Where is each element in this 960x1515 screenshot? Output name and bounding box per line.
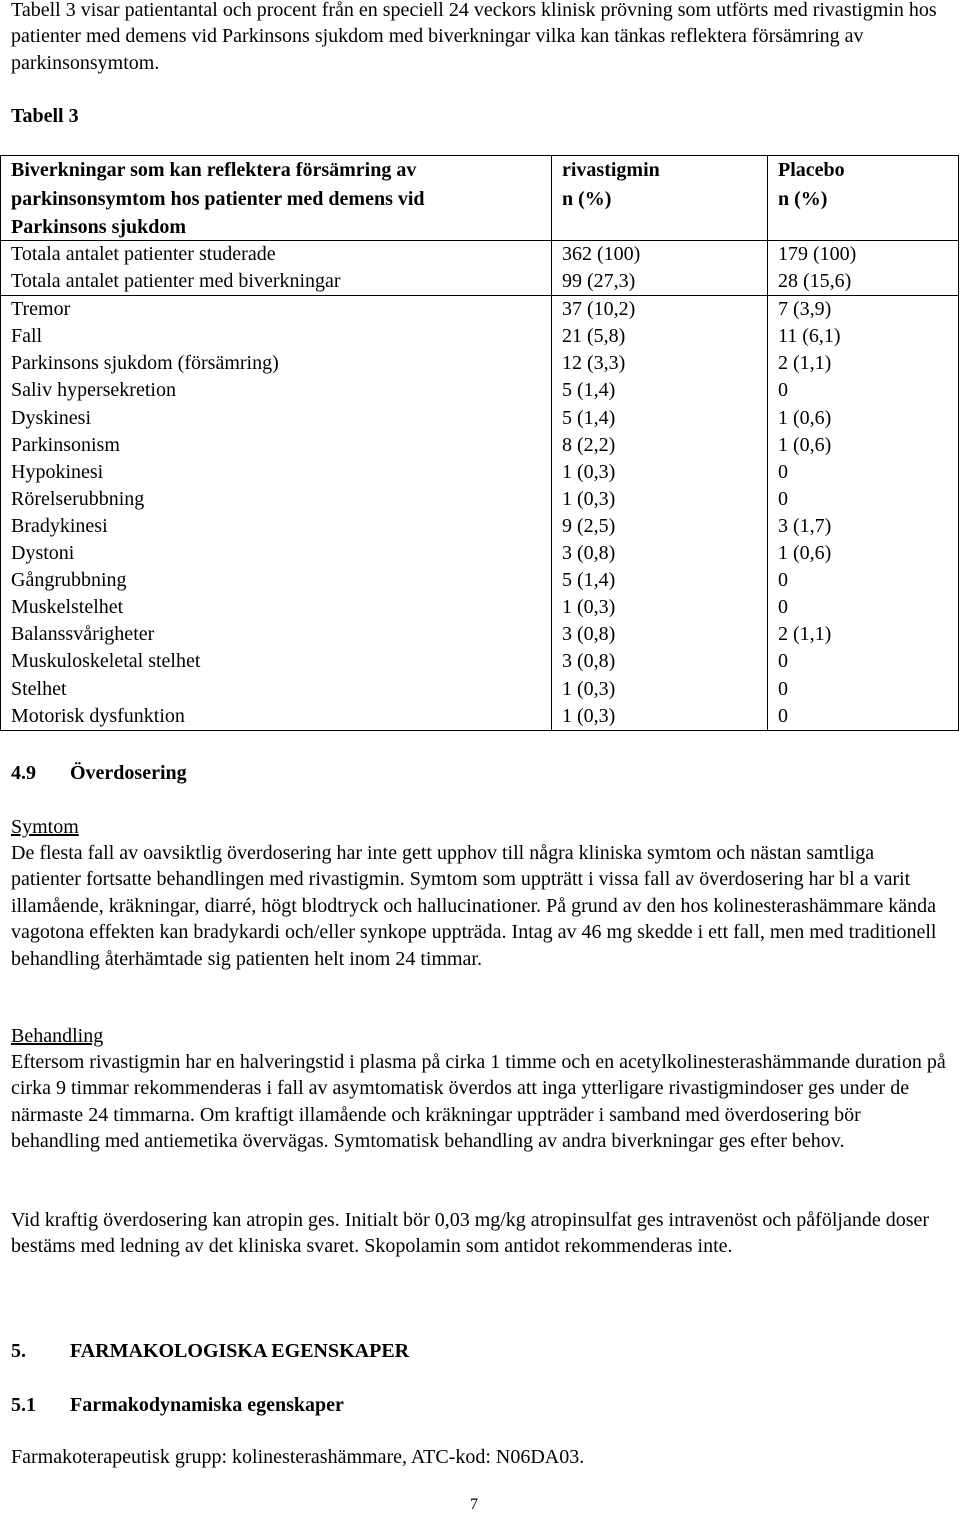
table-cell-line: 362 (100) — [562, 243, 641, 265]
totals-rivastigmin-cell — [552, 241, 768, 296]
table-cell-line: 5 (1,4) — [562, 569, 616, 592]
table-cell-line: Fall — [11, 325, 43, 348]
table-cell-line: 1 (0,3) — [562, 704, 616, 727]
table-cell-line: Muskelstelhet — [11, 596, 124, 619]
table-cell-line: Parkinsonism — [11, 433, 120, 456]
section-number: 5. — [11, 1340, 26, 1362]
table-cell-line: 1 (0,3) — [562, 460, 616, 483]
table-cell-line: 1 (0,6) — [778, 433, 832, 456]
table-cell-line: 179 (100) — [778, 243, 857, 265]
table-cell-line: 37 (10,2) — [562, 298, 636, 321]
table-cell-line: 11 (6,1) — [778, 325, 841, 348]
table-totals-row — [1, 241, 959, 296]
section-5-1-heading — [11, 1393, 344, 1417]
totals-labels-cell — [1, 241, 552, 296]
table-cell-line: 2 (1,1) — [778, 352, 832, 375]
table-cell-line: Muskuloskeletal stelhet — [11, 650, 201, 673]
table-cell-line: 21 (5,8) — [562, 325, 626, 348]
table-cell-line: 3 (0,8) — [562, 623, 616, 646]
table-cell-line: 3 (1,7) — [778, 514, 832, 537]
section-number: 5.1 — [11, 1394, 36, 1416]
table-cell-line: Dystoni — [11, 542, 75, 565]
table-cell-line: 3 (0,8) — [562, 650, 616, 673]
table-cell-line: Bradykinesi — [11, 514, 108, 537]
header-cell-adverse-events — [1, 156, 552, 241]
table-cell-line: 12 (3,3) — [562, 352, 626, 375]
table-cell-line: 28 (15,6) — [778, 270, 852, 293]
table-cell-line: Totala antalet patienter studerade — [11, 243, 276, 265]
totals-placebo-cell — [768, 241, 959, 296]
table-cell-line: 1 (0,3) — [562, 596, 616, 619]
intro-paragraph: Tabell 3 visar patientantal och procent från en speciell 24 veckors klinisk prövning som utförts med rivastigmin hos patienter med demens vid Parkinsons sjukdom med biverkningar vilka kan tänkas reflektera försämring av parkinsonsymtom. — [11, 0, 937, 74]
table-cell-line: 0 — [778, 650, 788, 673]
pharmacotherapeutic-group: Farmakoterapeutisk grupp: kolinesterashämmare, ATC-kod: N06DA03. — [11, 1446, 585, 1468]
header-line: n (%) — [562, 188, 612, 210]
table-cell-line: Parkinsons sjukdom (försämring) — [11, 352, 279, 375]
table-title: Tabell 3 — [11, 105, 79, 127]
symtom-heading: Symtom — [11, 816, 79, 838]
section-title: Överdosering — [70, 762, 187, 784]
table-cell-line: Tremor — [11, 298, 71, 321]
table-cell-line: Totala antalet patienter med biverkningar — [11, 270, 341, 293]
table-cell-line: 0 — [778, 487, 788, 510]
behandling-heading: Behandling — [11, 1025, 104, 1047]
behandling-paragraph: Eftersom rivastigmin har en halveringstid i plasma på cirka 1 timme och en acetylkolinesterashämmande duration på cirka 9 timmar rekommenderas i fall av asymtomatisk överdos att inga ytterligare rivastigmindoser ges under de närmaste 24 timmarna. Om kraftigt illamående och kräkningar uppträder i samband med överdosering bör behandling med antiemetika övervägas. Symtomatisk behandling av andra biverkningar ges efter behov. — [11, 1051, 946, 1153]
table-cell-line: 7 (3,9) — [778, 298, 832, 321]
table-cell-line: 2 (1,1) — [778, 623, 832, 646]
header-cell-rivastigmin — [552, 156, 768, 241]
table-cell-line: 0 — [778, 704, 788, 727]
section-4-9-heading — [11, 761, 187, 785]
table-cell-line: 1 (0,3) — [562, 677, 616, 700]
header-line: parkinsonsymtom hos patienter med demens vid — [11, 188, 425, 210]
section-5-heading — [11, 1339, 409, 1363]
table-cell-line: Saliv hypersekretion — [11, 379, 176, 402]
adverse-events-table — [0, 155, 959, 731]
table-cell-line: 5 (1,4) — [562, 379, 616, 402]
header-line: Parkinsons sjukdom — [11, 216, 187, 238]
header-line: n (%) — [778, 188, 828, 210]
table-cell-line: 1 (0,3) — [562, 487, 616, 510]
table-cell-line: Dyskinesi — [11, 406, 91, 429]
table-cell-line: Stelhet — [11, 677, 67, 700]
header-line: Placebo — [778, 159, 845, 181]
table-cell-line: 0 — [778, 596, 788, 619]
section-title: Farmakodynamiska egenskaper — [70, 1394, 344, 1416]
table-cell-line: 5 (1,4) — [562, 406, 616, 429]
table-cell-line: 0 — [778, 677, 788, 700]
header-line: rivastigmin — [562, 159, 660, 181]
table-cell-line: Motorisk dysfunktion — [11, 704, 185, 727]
table-cell-line: 3 (0,8) — [562, 542, 616, 565]
table-cell-line: Rörelserubbning — [11, 487, 145, 510]
table-cell-line: 99 (27,3) — [562, 270, 636, 293]
section-title: FARMAKOLOGISKA EGENSKAPER — [70, 1340, 410, 1362]
table-cell-line: 0 — [778, 569, 788, 592]
header-line: Biverkningar som kan reflektera försämring av — [11, 159, 417, 181]
table-cell-line: Balanssvårigheter — [11, 623, 155, 646]
table-cell-line: Hypokinesi — [11, 460, 104, 483]
table-cell-line: 8 (2,2) — [562, 433, 616, 456]
symtom-paragraph: De flesta fall av oavsiktlig överdosering har inte gett upphov till några kliniska symtom och nästan samtliga patienter fortsatte behandlingen med rivastigmin. Symtom som uppträtt i vissa fall av överdosering har bl a varit illamående, kräkningar, diarré, högt blodtryck och hallucinationer. På grund av den hos kolinesterashämmare kända vagotona effekten kan bradykardi och/eller synkope uppträda. Intag av 46 mg skedde i ett fall, men med traditionell behandling återhämtade sig patienten helt inom 24 timmar. — [11, 842, 937, 970]
table-cell-line: 0 — [778, 460, 788, 483]
table-cell-line: 9 (2,5) — [562, 514, 616, 537]
section-number: 4.9 — [11, 762, 36, 784]
table-cell-line: Gångrubbning — [11, 569, 127, 592]
table-header-row — [1, 156, 959, 241]
header-cell-placebo — [768, 156, 959, 241]
table-cell-line: 0 — [778, 379, 788, 402]
atropin-paragraph: Vid kraftig överdosering kan atropin ges. Initialt bör 0,03 mg/kg atropinsulfat ges intravenöst och påföljande doser bestäms med ledning av det kliniska svaret. Skopolamin som antidot rekommenderas inte. — [11, 1209, 930, 1258]
table-cell-line: 1 (0,6) — [778, 542, 832, 565]
page-number: 7 — [470, 1496, 478, 1513]
events-placebo-cell — [768, 296, 959, 731]
events-rivastigmin-cell — [552, 296, 768, 731]
table-cell-line: 1 (0,6) — [778, 406, 832, 429]
events-labels-cell — [1, 296, 552, 731]
table-events-row — [1, 296, 959, 731]
